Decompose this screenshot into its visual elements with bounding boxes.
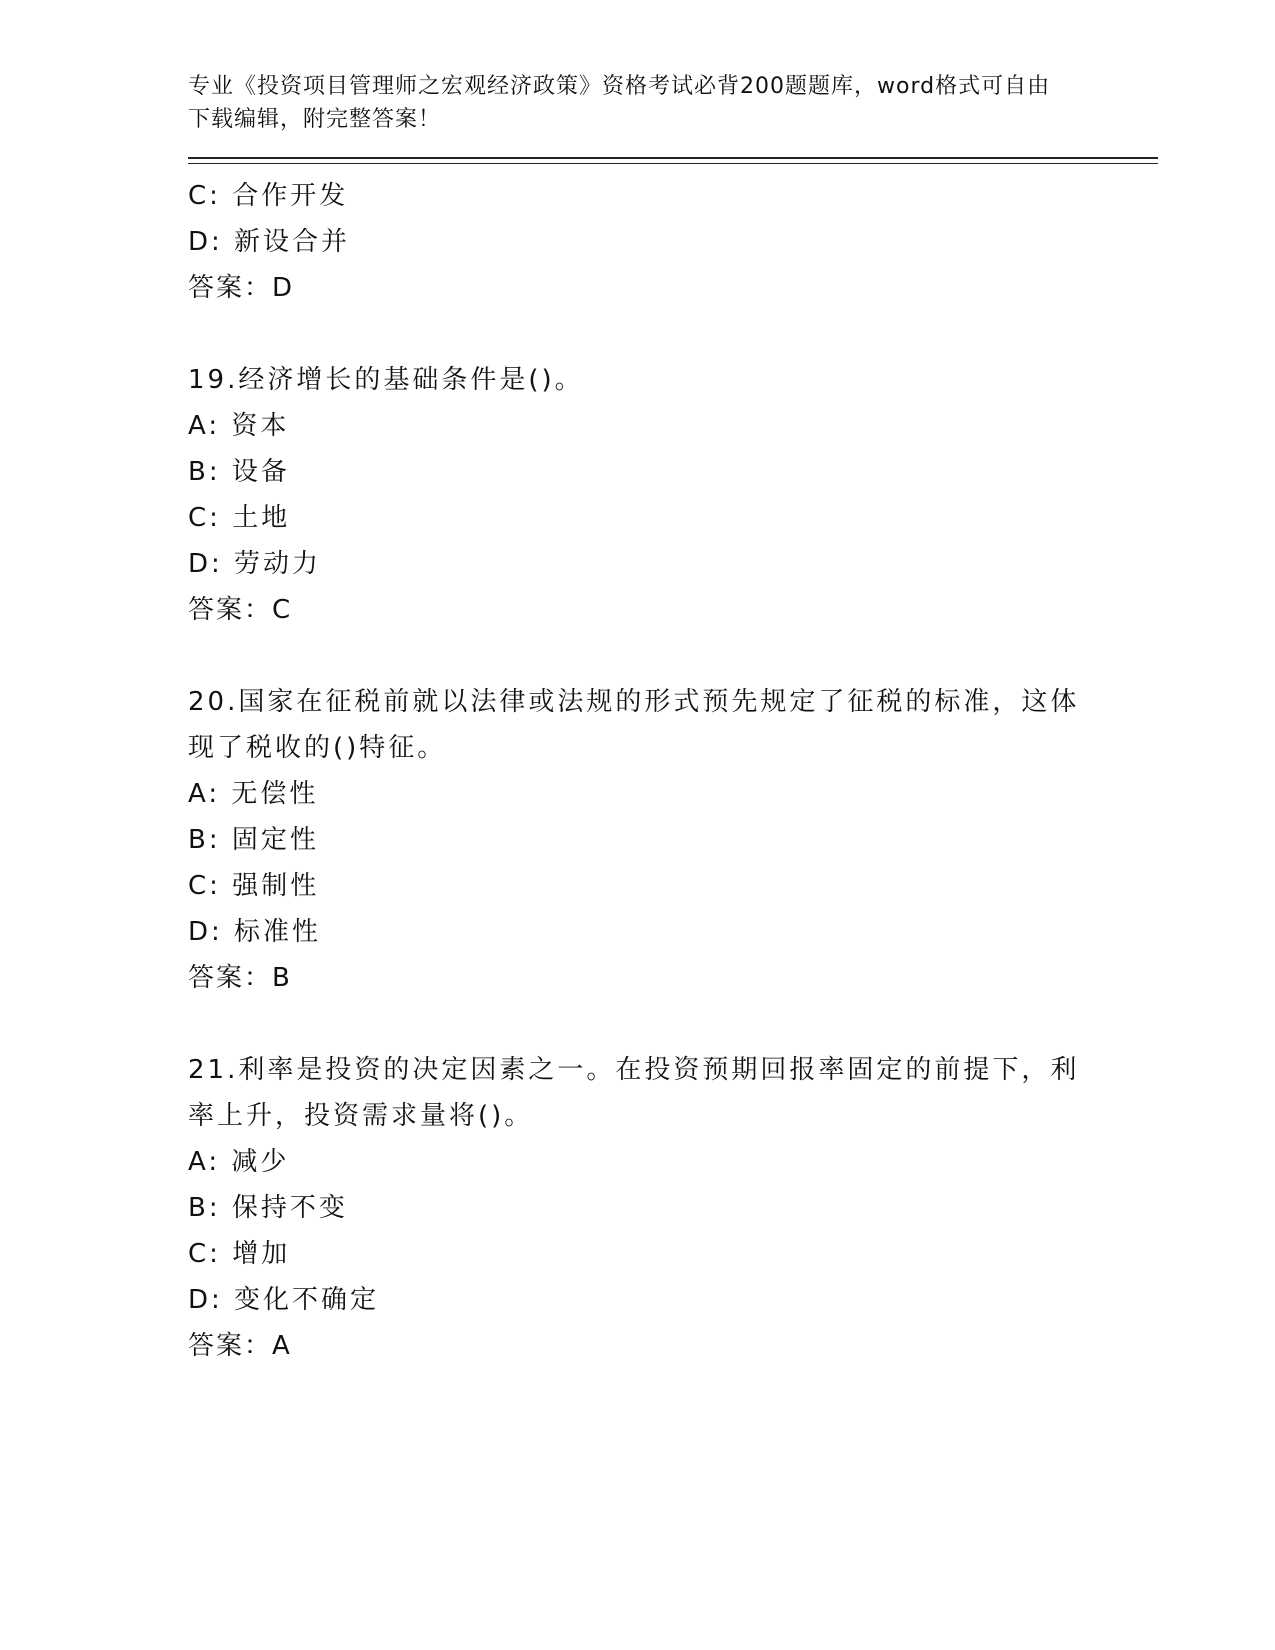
- header-divider: [188, 157, 1158, 164]
- option-a: A: 减少: [188, 1147, 290, 1177]
- option-c: C: 合作开发: [188, 181, 349, 211]
- answer-line: 答案：A: [188, 1331, 292, 1361]
- question-20: [188, 679, 1158, 1001]
- document-header: 专业《投资项目管理师之宏观经济政策》资格考试必背200题题库，word格式可自由下载编辑，附完整答案！: [188, 74, 1051, 132]
- option-d: D: 变化不确定: [188, 1285, 380, 1315]
- question-list: [188, 173, 1158, 1369]
- option-d: D: 新设合并: [188, 227, 351, 257]
- option-b: B: 固定性: [188, 825, 319, 855]
- option-b: B: 设备: [188, 457, 290, 487]
- option-a: A: 资本: [188, 411, 290, 441]
- option-a: A: 无偿性: [188, 779, 319, 809]
- option-d: D: 标准性: [188, 917, 322, 947]
- option-c: C: 增加: [188, 1239, 291, 1269]
- question-stem: 19.经济增长的基础条件是()。: [188, 365, 584, 395]
- question-stem: 21.利率是投资的决定因素之一。在投资预期回报率固定的前提下，利率上升，投资需求量将()。: [188, 1055, 1080, 1131]
- question-continued: [188, 173, 1158, 311]
- option-c: C: 强制性: [188, 871, 320, 901]
- spacer: [188, 633, 1158, 679]
- spacer: [188, 311, 1158, 357]
- answer-line: 答案：D: [188, 273, 295, 303]
- option-d: D: 劳动力: [188, 549, 322, 579]
- answer-line: 答案：B: [188, 963, 292, 993]
- answer-line: 答案：C: [188, 595, 293, 625]
- option-b: B: 保持不变: [188, 1193, 348, 1223]
- option-c: C: 土地: [188, 503, 291, 533]
- question-stem: 20.国家在征税前就以法律或法规的形式预先规定了征税的标准，这体现了税收的()特征。: [188, 687, 1080, 763]
- document-page: [188, 70, 1158, 1369]
- question-19: [188, 357, 1158, 633]
- question-21: [188, 1047, 1158, 1369]
- spacer: [188, 1001, 1158, 1047]
